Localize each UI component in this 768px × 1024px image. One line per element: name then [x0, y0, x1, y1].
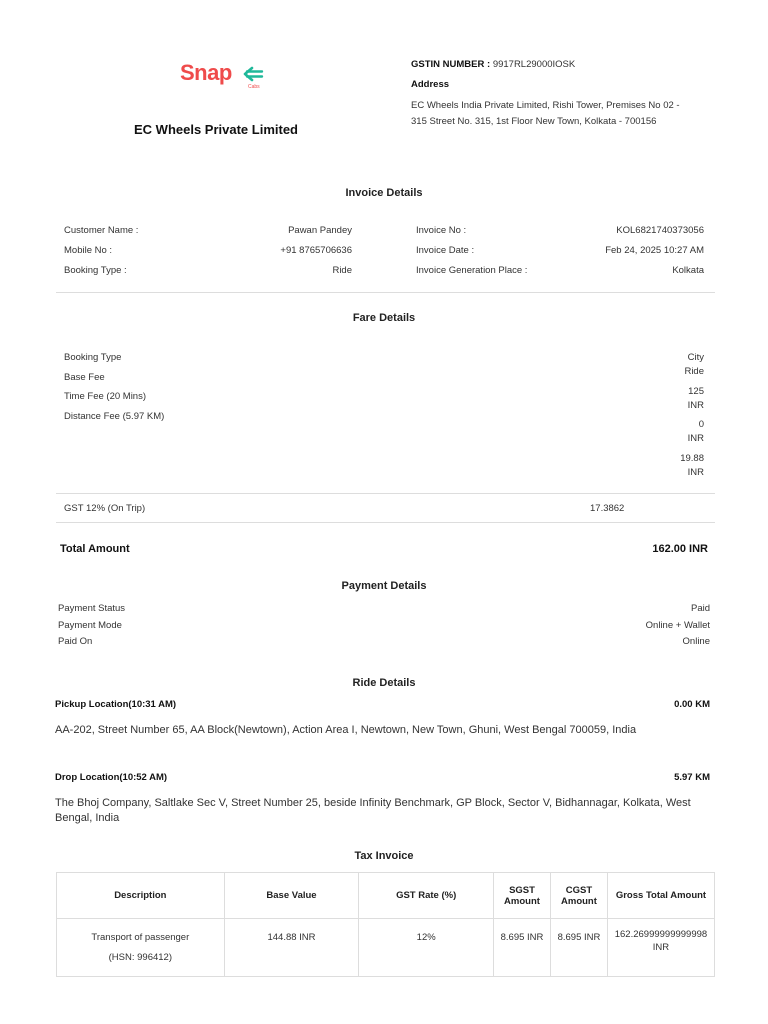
- cell-sgst: 8.695 INR: [494, 919, 551, 977]
- fare-value-line: Ride: [684, 365, 704, 377]
- address-label: Address: [411, 79, 450, 90]
- cell-cgst: 8.695 INR: [550, 919, 607, 977]
- divider: [56, 522, 715, 523]
- fare-label-booking-type: Booking Type: [64, 352, 122, 363]
- fare-value-line: INR: [687, 399, 704, 411]
- fare-value-line: 19.88: [680, 453, 704, 464]
- logo-text: Snap: [180, 60, 232, 85]
- header-description: Description: [57, 873, 225, 919]
- cell-gst-rate: 12%: [359, 919, 494, 977]
- generation-place-label: Invoice Generation Place :: [416, 265, 528, 276]
- cell-gross-total: [607, 919, 714, 977]
- invoice-no-value: KOL6821740373056: [616, 225, 704, 236]
- total-amount-label: Total Amount: [60, 543, 130, 555]
- pickup-distance: 0.00 KM: [674, 699, 710, 710]
- booking-type-value: Ride: [332, 265, 352, 276]
- fare-value-line: City: [687, 352, 704, 363]
- paid-on-label: Paid On: [58, 636, 93, 647]
- invoice-date-label: Invoice Date :: [416, 245, 475, 256]
- divider: [56, 493, 715, 494]
- fare-details-title: Fare Details: [352, 312, 416, 324]
- gstin: [411, 59, 575, 70]
- fare-value-time-fee: [688, 418, 704, 445]
- fare-value-distance-fee: [680, 452, 704, 479]
- gst-value: 17.3862: [590, 503, 625, 514]
- fare-value-line: INR: [687, 466, 704, 478]
- invoice-date-value: Feb 24, 2025 10:27 AM: [605, 245, 704, 256]
- logo-arrow-icon: [242, 66, 264, 82]
- ride-details-title: Ride Details: [352, 677, 416, 689]
- header-gross-total: Gross Total Amount: [607, 873, 714, 919]
- cell-base-value: 144.88 INR: [224, 919, 359, 977]
- fare-value-base-fee: [688, 385, 704, 412]
- paid-on-value: Online: [682, 636, 710, 647]
- mobile-value: +91 8765706636: [280, 245, 352, 256]
- fare-label-distance-fee: Distance Fee (5.97 KM): [64, 411, 165, 422]
- generation-place-value: Kolkata: [672, 265, 704, 276]
- invoice-no-label: Invoice No :: [416, 225, 467, 236]
- address-line-2: 315 Street No. 315, 1st Floor New Town, Kolkata - 700156: [411, 116, 657, 127]
- fare-value-line: INR: [687, 432, 704, 444]
- drop-location-label: Drop Location(10:52 AM): [55, 772, 168, 783]
- invoice-details-title: Invoice Details: [345, 187, 423, 199]
- gst-label: GST 12% (On Trip): [64, 503, 146, 514]
- drop-address-line-2: Bengal, India: [55, 812, 120, 824]
- fare-label-time-fee: Time Fee (20 Mins): [64, 391, 146, 402]
- customer-name-value: Pawan Pandey: [288, 225, 352, 236]
- booking-type-label: Booking Type :: [64, 265, 127, 276]
- drop-distance: 5.97 KM: [674, 772, 710, 783]
- mobile-label: Mobile No :: [64, 245, 113, 256]
- divider: [56, 292, 715, 293]
- pickup-address: AA-202, Street Number 65, AA Block(Newtown), Action Area I, Newtown, New Town, Ghuni, West Bengal 700059, India: [55, 724, 637, 736]
- logo-subtext: Cabs: [248, 84, 260, 90]
- fare-label-base-fee: Base Fee: [64, 372, 105, 383]
- drop-address-line-1: The Bhoj Company, Saltlake Sec V, Street Number 25, beside Infinity Benchmark, GP Block, Sector V, Bidhannagar, Kolkata, West: [55, 797, 691, 809]
- payment-mode-value: Online + Wallet: [645, 620, 710, 631]
- gstin-value: 9917RL29000IOSK: [492, 59, 576, 70]
- customer-name-label: Customer Name :: [64, 225, 139, 236]
- gstin-label: GSTIN NUMBER :: [411, 59, 491, 70]
- table-row: [57, 919, 715, 977]
- logo: [180, 60, 270, 94]
- tax-invoice-title: Tax Invoice: [354, 850, 414, 862]
- gross-total-line-2: INR: [652, 942, 670, 953]
- cell-description: [57, 919, 225, 977]
- description-line-1: Transport of passenger: [91, 931, 190, 943]
- payment-details-title: Payment Details: [341, 580, 427, 592]
- fare-value-line: 125: [688, 386, 704, 397]
- payment-status-label: Payment Status: [58, 603, 126, 614]
- gross-total-line-1: 162.26999999999998: [614, 929, 708, 940]
- address-line-1: EC Wheels India Private Limited, Rishi Tower, Premises No 02 -: [411, 100, 680, 111]
- header-base-value: Base Value: [224, 873, 359, 919]
- pickup-location-label: Pickup Location(10:31 AM): [55, 699, 177, 710]
- table-header-row: [57, 873, 715, 919]
- header-cgst-amount: CGST Amount: [550, 873, 607, 919]
- company-name: EC Wheels Private Limited: [134, 122, 298, 137]
- tax-invoice-table: [56, 872, 715, 977]
- payment-status-value: Paid: [690, 603, 710, 614]
- fare-value-booking-type: [684, 351, 704, 378]
- header-sgst-amount: SGST Amount: [494, 873, 551, 919]
- fare-value-line: 0: [698, 419, 704, 430]
- description-line-2: (HSN: 996412): [108, 951, 173, 963]
- header-gst-rate: GST Rate (%): [359, 873, 494, 919]
- payment-mode-label: Payment Mode: [58, 620, 122, 631]
- total-amount-value: 162.00 INR: [652, 543, 708, 555]
